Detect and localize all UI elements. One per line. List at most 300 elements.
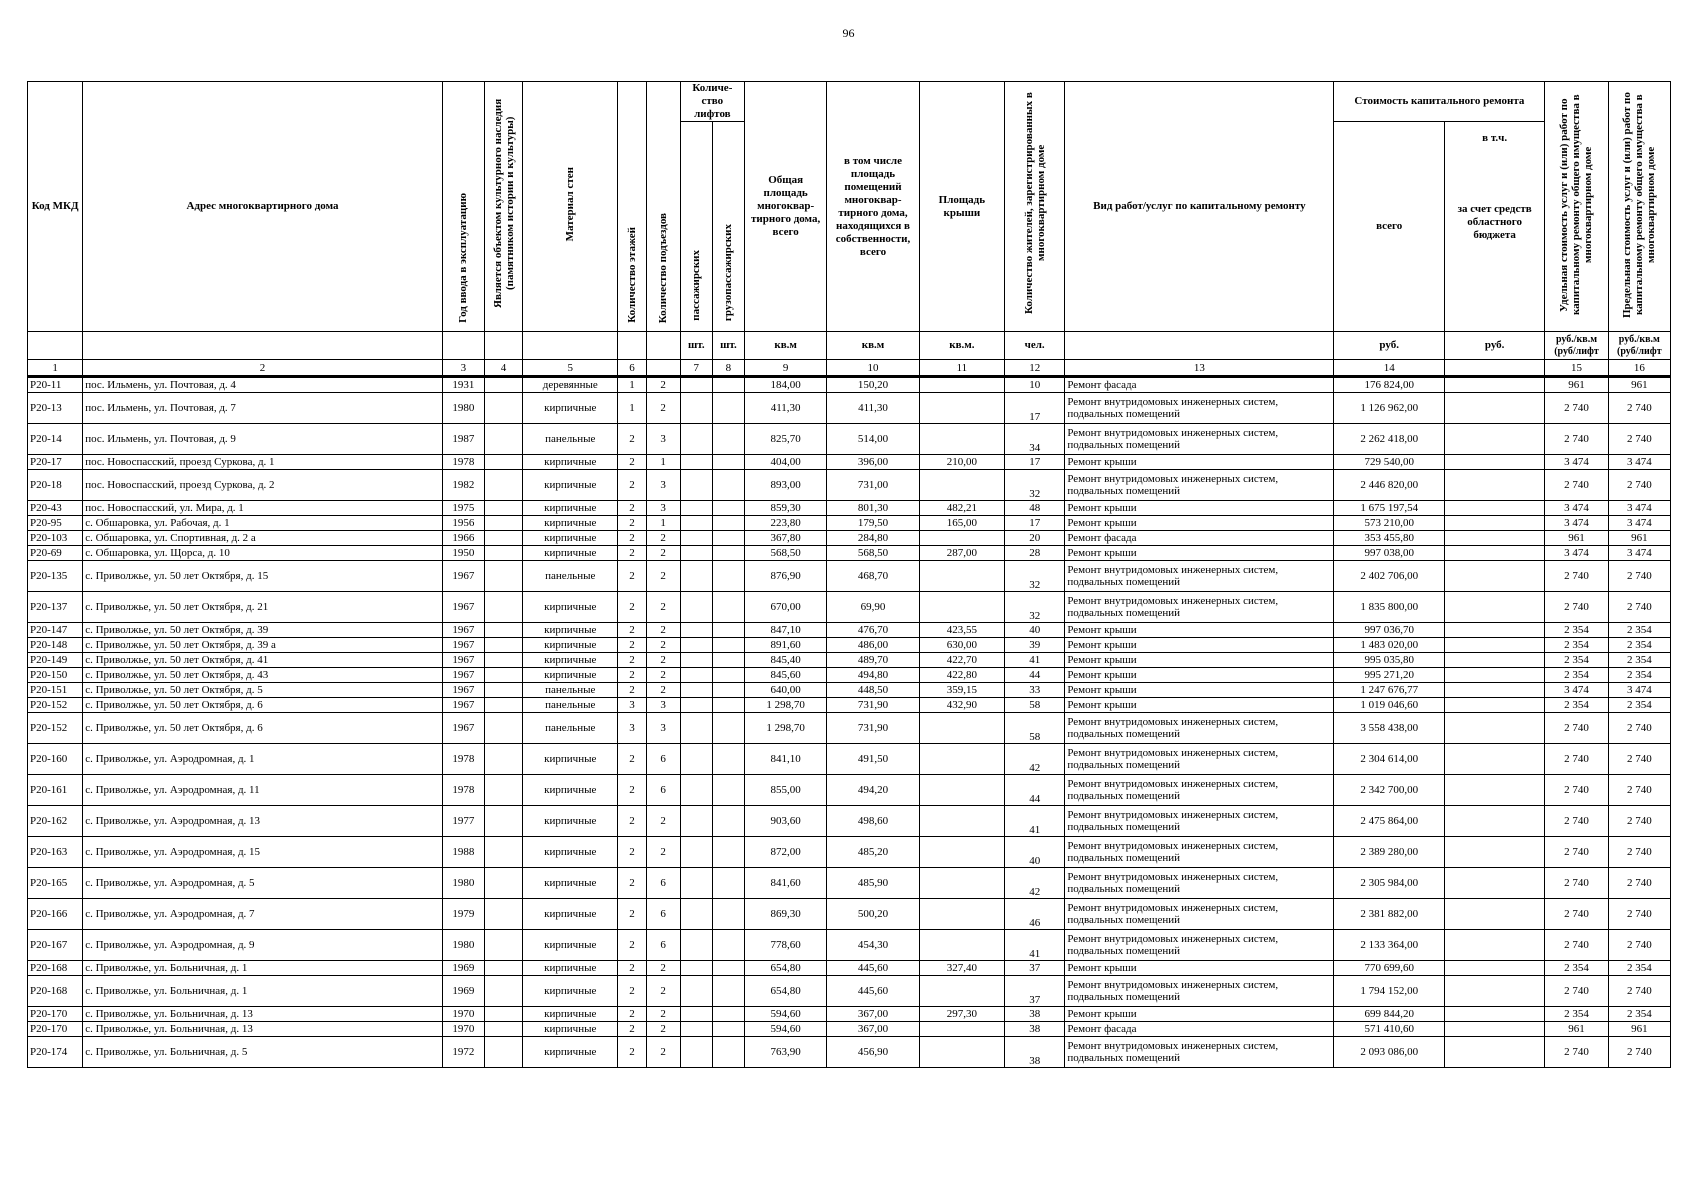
cell-cost-total: 2 475 864,00 [1334, 806, 1444, 837]
cell-cost-regional [1444, 531, 1544, 546]
table-row [28, 546, 1671, 561]
cell-heritage [484, 837, 522, 868]
cell-max-cost: 2 354 [1608, 698, 1670, 713]
cell-work-type: Ремонт внутридомовых инженерных систем, подвальных помещений [1065, 1037, 1334, 1068]
cell-heritage [484, 638, 522, 653]
cell-entrances: 1 [646, 516, 680, 531]
cell-owned-area: 411,30 [827, 393, 919, 424]
cell-entrances: 2 [646, 976, 680, 1007]
cell-unit-cost: 2 354 [1545, 638, 1608, 653]
cell-unit-cost: 2 354 [1545, 668, 1608, 683]
cell-roof-area [919, 531, 1004, 546]
column-number: 12 [1005, 360, 1065, 377]
cell-max-cost: 2 740 [1608, 806, 1670, 837]
cell-work-type: Ремонт внутридомовых инженерных систем, подвальных помещений [1065, 806, 1334, 837]
cell-code: Р20-18 [28, 470, 83, 501]
cell-total-area: 841,10 [744, 744, 826, 775]
cell-work-type: Ремонт крыши [1065, 961, 1334, 976]
cell-year: 1980 [442, 393, 484, 424]
table-row [28, 868, 1671, 899]
cell-max-cost: 2 740 [1608, 393, 1670, 424]
cell-floors: 2 [618, 531, 646, 546]
cell-heritage [484, 623, 522, 638]
cell-code: Р20-17 [28, 455, 83, 470]
cell-heritage [484, 516, 522, 531]
cell-cost-total: 997 036,70 [1334, 623, 1444, 638]
cell-heritage [484, 806, 522, 837]
cell-lifts-pass [680, 1037, 712, 1068]
cell-residents: 41 [1005, 806, 1065, 837]
cell-lifts-pass [680, 623, 712, 638]
cell-max-cost: 3 474 [1608, 683, 1670, 698]
page-number: 96 [842, 26, 855, 40]
cell-owned-area: 494,20 [827, 775, 919, 806]
cell-cost-regional [1444, 837, 1544, 868]
cell-work-type: Ремонт крыши [1065, 653, 1334, 668]
table-row [28, 713, 1671, 744]
cell-lifts-cargo [712, 623, 744, 638]
cell-lifts-cargo [712, 961, 744, 976]
column-number: 11 [919, 360, 1004, 377]
cell-floors: 3 [618, 698, 646, 713]
cell-cost-regional [1444, 930, 1544, 961]
cell-code: Р20-148 [28, 638, 83, 653]
table-row [28, 976, 1671, 1007]
cell-max-cost: 2 740 [1608, 775, 1670, 806]
cell-lifts-cargo [712, 806, 744, 837]
cell-lifts-pass [680, 1022, 712, 1037]
cell-address: с. Приволжье, ул. Аэродромная, д. 15 [83, 837, 443, 868]
cell-code: Р20-170 [28, 1007, 83, 1022]
cell-roof-area: 432,90 [919, 698, 1004, 713]
cell-unit-cost: 2 740 [1545, 930, 1608, 961]
table-row [28, 1022, 1671, 1037]
cell-max-cost: 3 474 [1608, 516, 1670, 531]
cell-unit-cost: 2 740 [1545, 1037, 1608, 1068]
cell-floors: 2 [618, 683, 646, 698]
cell-residents: 32 [1005, 470, 1065, 501]
cell-total-area: 594,60 [744, 1007, 826, 1022]
cell-address: с. Обшаровка, ул. Рабочая, д. 1 [83, 516, 443, 531]
cell-cost-total: 995 035,80 [1334, 653, 1444, 668]
cell-total-area: 411,30 [744, 393, 826, 424]
cell-cost-regional [1444, 1037, 1544, 1068]
cell-heritage [484, 377, 522, 393]
cell-lifts-pass [680, 638, 712, 653]
cell-entrances: 2 [646, 531, 680, 546]
cell-heritage [484, 501, 522, 516]
cell-walls: кирпичные [523, 638, 618, 653]
column-number: 8 [712, 360, 744, 377]
cell-cost-regional [1444, 653, 1544, 668]
cell-residents: 58 [1005, 698, 1065, 713]
cell-year: 1966 [442, 531, 484, 546]
header-cost: Стоимость капитального ремонта [1334, 82, 1545, 122]
cell-residents: 10 [1005, 377, 1065, 393]
cell-roof-area: 630,00 [919, 638, 1004, 653]
cell-lifts-pass [680, 744, 712, 775]
cell-walls: кирпичные [523, 868, 618, 899]
cell-entrances: 2 [646, 377, 680, 393]
cell-unit-cost: 961 [1545, 377, 1608, 393]
header-residents: Количество жителей, зарегистрированных в многоквартирном доме [1022, 92, 1047, 314]
cell-owned-area: 396,00 [827, 455, 919, 470]
cell-floors: 2 [618, 930, 646, 961]
cell-work-type: Ремонт фасада [1065, 531, 1334, 546]
cell-heritage [484, 393, 522, 424]
cell-cost-regional [1444, 1007, 1544, 1022]
cell-address: пос. Ильмень, ул. Почтовая, д. 4 [83, 377, 443, 393]
cell-floors: 2 [618, 1037, 646, 1068]
cell-total-area: 367,80 [744, 531, 826, 546]
cell-floors: 2 [618, 653, 646, 668]
cell-max-cost: 2 740 [1608, 744, 1670, 775]
cell-unit-cost: 2 740 [1545, 806, 1608, 837]
unit-total-area: кв.м [744, 332, 826, 360]
cell-cost-total: 1 247 676,77 [1334, 683, 1444, 698]
cell-work-type: Ремонт внутридомовых инженерных систем, подвальных помещений [1065, 470, 1334, 501]
cell-entrances: 3 [646, 470, 680, 501]
cell-heritage [484, 961, 522, 976]
cell-cost-total: 997 038,00 [1334, 546, 1444, 561]
cell-walls: кирпичные [523, 531, 618, 546]
cell-owned-area: 284,80 [827, 531, 919, 546]
cell-entrances: 2 [646, 653, 680, 668]
cell-total-area: 778,60 [744, 930, 826, 961]
cell-address: с. Приволжье, ул. 50 лет Октября, д. 39 [83, 623, 443, 638]
cell-walls: кирпичные [523, 592, 618, 623]
cell-unit-cost: 2 740 [1545, 775, 1608, 806]
cell-roof-area [919, 377, 1004, 393]
cell-address: с. Приволжье, ул. Больничная, д. 5 [83, 1037, 443, 1068]
column-number: 9 [744, 360, 826, 377]
cell-max-cost: 2 740 [1608, 976, 1670, 1007]
cell-roof-area: 423,55 [919, 623, 1004, 638]
cell-roof-area [919, 899, 1004, 930]
header-work-type: Вид работ/услуг по капитальному ремонту [1065, 82, 1334, 332]
cell-work-type: Ремонт внутридомовых инженерных систем, подвальных помещений [1065, 899, 1334, 930]
cell-floors: 2 [618, 455, 646, 470]
cell-walls: кирпичные [523, 653, 618, 668]
column-number: 15 [1545, 360, 1608, 377]
cell-floors: 1 [618, 377, 646, 393]
cell-work-type: Ремонт внутридомовых инженерных систем, подвальных помещений [1065, 592, 1334, 623]
cell-owned-area: 731,90 [827, 713, 919, 744]
cell-heritage [484, 531, 522, 546]
cell-walls: панельные [523, 683, 618, 698]
cell-cost-regional [1444, 638, 1544, 653]
cell-lifts-pass [680, 501, 712, 516]
cell-owned-area: 445,60 [827, 976, 919, 1007]
cell-work-type: Ремонт крыши [1065, 683, 1334, 698]
cell-cost-total: 1 835 800,00 [1334, 592, 1444, 623]
cell-year: 1980 [442, 868, 484, 899]
cell-cost-total: 770 699,60 [1334, 961, 1444, 976]
cell-year: 1988 [442, 837, 484, 868]
header-entrances: Количество подъездов [657, 212, 670, 323]
cell-cost-regional [1444, 868, 1544, 899]
cell-entrances: 6 [646, 744, 680, 775]
cell-heritage [484, 668, 522, 683]
cell-address: с. Приволжье, ул. Аэродромная, д. 13 [83, 806, 443, 837]
cell-walls: кирпичные [523, 744, 618, 775]
cell-total-area: 876,90 [744, 561, 826, 592]
cell-lifts-pass [680, 424, 712, 455]
cell-walls: кирпичные [523, 455, 618, 470]
cell-roof-area [919, 930, 1004, 961]
cell-floors: 2 [618, 470, 646, 501]
cell-floors: 2 [618, 744, 646, 775]
cell-walls: деревянные [523, 377, 618, 393]
cell-lifts-cargo [712, 698, 744, 713]
cell-owned-area: 494,80 [827, 668, 919, 683]
cell-lifts-pass [680, 653, 712, 668]
cell-floors: 3 [618, 713, 646, 744]
unit-owned-area: кв.м [827, 332, 919, 360]
cell-work-type: Ремонт крыши [1065, 516, 1334, 531]
cell-max-cost: 2 740 [1608, 899, 1670, 930]
cell-lifts-pass [680, 531, 712, 546]
cell-residents: 40 [1005, 837, 1065, 868]
column-number: 2 [83, 360, 443, 377]
cell-residents: 38 [1005, 1037, 1065, 1068]
cell-floors: 2 [618, 1022, 646, 1037]
cell-residents: 48 [1005, 501, 1065, 516]
cell-address: с. Обшаровка, ул. Щорса, д. 10 [83, 546, 443, 561]
cell-unit-cost: 2 354 [1545, 698, 1608, 713]
cell-lifts-cargo [712, 899, 744, 930]
cell-lifts-cargo [712, 683, 744, 698]
cell-residents: 28 [1005, 546, 1065, 561]
cell-year: 1972 [442, 1037, 484, 1068]
cell-owned-area: 367,00 [827, 1007, 919, 1022]
cell-roof-area [919, 1022, 1004, 1037]
cell-owned-area: 801,30 [827, 501, 919, 516]
cell-code: Р20-150 [28, 668, 83, 683]
column-number: 14 [1334, 360, 1444, 377]
cell-floors: 2 [618, 806, 646, 837]
cell-cost-regional [1444, 516, 1544, 531]
cell-walls: кирпичные [523, 1007, 618, 1022]
cell-year: 1956 [442, 516, 484, 531]
cell-address: с. Приволжье, ул. 50 лет Октября, д. 6 [83, 713, 443, 744]
cell-lifts-pass [680, 899, 712, 930]
cell-address: с. Приволжье, ул. 50 лет Октября, д. 21 [83, 592, 443, 623]
cell-max-cost: 3 474 [1608, 455, 1670, 470]
cell-year: 1970 [442, 1007, 484, 1022]
cell-roof-area [919, 393, 1004, 424]
table-row [28, 775, 1671, 806]
table-row [28, 501, 1671, 516]
cell-lifts-cargo [712, 377, 744, 393]
cell-cost-total: 729 540,00 [1334, 455, 1444, 470]
cell-walls: кирпичные [523, 899, 618, 930]
cell-lifts-cargo [712, 868, 744, 899]
cell-code: Р20-95 [28, 516, 83, 531]
cell-heritage [484, 868, 522, 899]
cell-entrances: 2 [646, 638, 680, 653]
cell-unit-cost: 2 354 [1545, 653, 1608, 668]
cell-lifts-cargo [712, 837, 744, 868]
table-row [28, 638, 1671, 653]
cell-address: с. Приволжье, ул. 50 лет Октября, д. 43 [83, 668, 443, 683]
table-row [28, 455, 1671, 470]
header-unit-cost: Удельная стоимость услуг и (или) работ по капитальному ремонту общего имущества в многоквартирном доме [1558, 94, 1595, 316]
cell-year: 1979 [442, 899, 484, 930]
cell-lifts-cargo [712, 1007, 744, 1022]
cell-total-area: 184,00 [744, 377, 826, 393]
cell-work-type: Ремонт крыши [1065, 455, 1334, 470]
cell-address: с. Приволжье, ул. Аэродромная, д. 1 [83, 744, 443, 775]
cell-code: Р20-103 [28, 531, 83, 546]
cell-owned-area: 456,90 [827, 1037, 919, 1068]
cell-lifts-pass [680, 592, 712, 623]
cell-address: с. Приволжье, ул. 50 лет Октября, д. 41 [83, 653, 443, 668]
cell-lifts-cargo [712, 470, 744, 501]
cell-heritage [484, 1037, 522, 1068]
cell-code: Р20-170 [28, 1022, 83, 1037]
cell-walls: панельные [523, 713, 618, 744]
cell-address: с. Приволжье, ул. 50 лет Октября, д. 6 [83, 698, 443, 713]
cell-floors: 2 [618, 638, 646, 653]
table-row [28, 531, 1671, 546]
cell-total-area: 855,00 [744, 775, 826, 806]
cell-roof-area: 422,80 [919, 668, 1004, 683]
cell-cost-total: 176 824,00 [1334, 377, 1444, 393]
cell-year: 1982 [442, 470, 484, 501]
cell-year: 1967 [442, 653, 484, 668]
unit-max-cost: руб./кв.м (руб/лифт [1608, 332, 1670, 360]
cell-roof-area: 210,00 [919, 455, 1004, 470]
cell-owned-area: 150,20 [827, 377, 919, 393]
cell-total-area: 654,80 [744, 961, 826, 976]
cell-residents: 37 [1005, 976, 1065, 1007]
cell-max-cost: 2 354 [1608, 638, 1670, 653]
cell-cost-total: 573 210,00 [1334, 516, 1444, 531]
cell-lifts-pass [680, 516, 712, 531]
cell-max-cost: 2 354 [1608, 668, 1670, 683]
cell-lifts-cargo [712, 1022, 744, 1037]
cell-lifts-pass [680, 930, 712, 961]
cell-max-cost: 961 [1608, 377, 1670, 393]
cell-year: 1967 [442, 683, 484, 698]
table-body [28, 377, 1671, 1068]
cell-roof-area: 482,21 [919, 501, 1004, 516]
table-row [28, 806, 1671, 837]
column-number: 13 [1065, 360, 1334, 377]
cell-code: Р20-147 [28, 623, 83, 638]
cell-year: 1931 [442, 377, 484, 393]
cell-residents: 44 [1005, 775, 1065, 806]
cell-unit-cost: 3 474 [1545, 501, 1608, 516]
cell-heritage [484, 899, 522, 930]
cell-year: 1980 [442, 930, 484, 961]
cell-work-type: Ремонт внутридомовых инженерных систем, подвальных помещений [1065, 976, 1334, 1007]
cell-residents: 20 [1005, 531, 1065, 546]
header-owned-area: в том числе площадь помещений многоквар-тирного дома, находящихся в собственности, всего [827, 82, 919, 332]
cell-cost-total: 2 305 984,00 [1334, 868, 1444, 899]
cell-owned-area: 448,50 [827, 683, 919, 698]
cell-roof-area [919, 592, 1004, 623]
cell-cost-regional [1444, 976, 1544, 1007]
cell-code: Р20-137 [28, 592, 83, 623]
cell-residents: 46 [1005, 899, 1065, 930]
cell-floors: 2 [618, 546, 646, 561]
cell-walls: кирпичные [523, 1022, 618, 1037]
cell-residents: 38 [1005, 1022, 1065, 1037]
cell-cost-total: 1 794 152,00 [1334, 976, 1444, 1007]
cell-entrances: 2 [646, 1007, 680, 1022]
cell-cost-total: 2 381 882,00 [1334, 899, 1444, 930]
cell-cost-regional [1444, 744, 1544, 775]
cell-unit-cost: 2 740 [1545, 713, 1608, 744]
cell-cost-regional [1444, 806, 1544, 837]
cell-total-area: 223,80 [744, 516, 826, 531]
cell-work-type: Ремонт внутридомовых инженерных систем, подвальных помещений [1065, 775, 1334, 806]
cell-lifts-pass [680, 698, 712, 713]
cell-lifts-cargo [712, 976, 744, 1007]
cell-owned-area: 498,60 [827, 806, 919, 837]
unit-cost-total: руб. [1334, 332, 1444, 360]
cell-code: Р20-152 [28, 713, 83, 744]
cell-cost-total: 2 262 418,00 [1334, 424, 1444, 455]
column-number: 16 [1608, 360, 1670, 377]
table-row [28, 668, 1671, 683]
cell-residents: 44 [1005, 668, 1065, 683]
cell-cost-regional [1444, 546, 1544, 561]
cell-lifts-pass [680, 393, 712, 424]
cell-total-area: 568,50 [744, 546, 826, 561]
cell-unit-cost: 2 740 [1545, 837, 1608, 868]
header-cost-total: всего [1334, 122, 1444, 332]
column-number: 4 [484, 360, 522, 377]
cell-work-type: Ремонт крыши [1065, 668, 1334, 683]
column-number: 1 [28, 360, 83, 377]
cell-roof-area [919, 806, 1004, 837]
cell-residents: 41 [1005, 930, 1065, 961]
cell-lifts-cargo [712, 561, 744, 592]
cell-lifts-cargo [712, 546, 744, 561]
cell-roof-area [919, 561, 1004, 592]
cell-roof-area [919, 868, 1004, 899]
cell-lifts-cargo [712, 501, 744, 516]
cell-year: 1967 [442, 561, 484, 592]
cell-work-type: Ремонт внутридомовых инженерных систем, подвальных помещений [1065, 393, 1334, 424]
cell-unit-cost: 2 354 [1545, 1007, 1608, 1022]
cell-unit-cost: 2 740 [1545, 592, 1608, 623]
cell-max-cost: 2 354 [1608, 961, 1670, 976]
cell-lifts-cargo [712, 1037, 744, 1068]
cell-lifts-cargo [712, 531, 744, 546]
cell-unit-cost: 3 474 [1545, 546, 1608, 561]
cell-lifts-pass [680, 377, 712, 393]
cell-residents: 41 [1005, 653, 1065, 668]
cell-max-cost: 2 354 [1608, 1007, 1670, 1022]
cell-cost-regional [1444, 393, 1544, 424]
cell-cost-total: 3 558 438,00 [1334, 713, 1444, 744]
cell-max-cost: 961 [1608, 1022, 1670, 1037]
cell-walls: панельные [523, 698, 618, 713]
cell-heritage [484, 713, 522, 744]
cell-residents: 32 [1005, 592, 1065, 623]
cell-cost-total: 2 093 086,00 [1334, 1037, 1444, 1068]
cell-total-area: 845,40 [744, 653, 826, 668]
cell-lifts-pass [680, 683, 712, 698]
cell-owned-area: 468,70 [827, 561, 919, 592]
cell-heritage [484, 653, 522, 668]
cell-floors: 2 [618, 516, 646, 531]
cell-code: Р20-163 [28, 837, 83, 868]
